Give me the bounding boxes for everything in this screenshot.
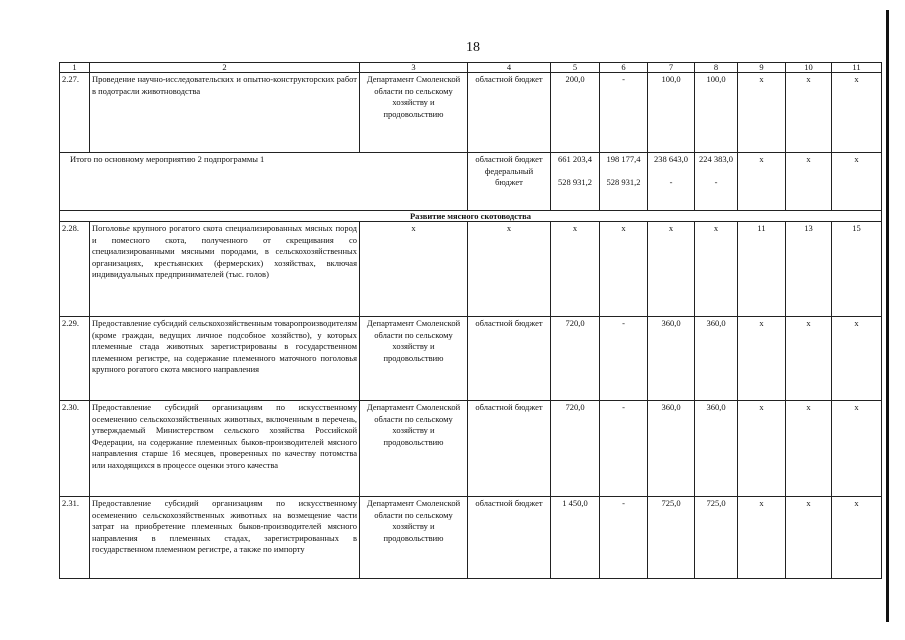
value-col11: x: [832, 153, 882, 211]
table-row: [60, 222, 882, 317]
table-row: [60, 73, 882, 153]
col-number: 8: [695, 63, 738, 73]
row-number: 2.28.: [60, 222, 90, 317]
value-col7: [648, 153, 695, 211]
value-col9: 11: [738, 222, 786, 317]
section-row: [60, 211, 882, 222]
row-number: 2.29.: [60, 317, 90, 401]
page-number: 18: [466, 40, 480, 55]
table-row: [60, 317, 882, 401]
executor-cell: Департамент Смоленской области по сельскому хозяйству и продовольствию: [360, 317, 468, 401]
value-col5: 720,0: [551, 317, 600, 401]
value-col10: x: [786, 317, 832, 401]
value-regional: 661 203,4: [558, 154, 592, 164]
value-col8: [695, 153, 738, 211]
value-col10: x: [786, 497, 832, 579]
value-col6: x: [600, 222, 648, 317]
value-col8: x: [695, 222, 738, 317]
value-col11: x: [832, 73, 882, 153]
value-col6: -: [600, 497, 648, 579]
column-number-row: [60, 63, 882, 73]
funding-source-federal: федеральный бюджет: [484, 165, 534, 187]
value-col10: x: [786, 153, 832, 211]
row-number: 2.27.: [60, 73, 90, 153]
value-col5: 720,0: [551, 401, 600, 497]
value-federal: -: [669, 176, 673, 187]
value-col9: x: [738, 153, 786, 211]
value-col9: x: [738, 73, 786, 153]
funding-source: x: [468, 222, 551, 317]
col-number: 2: [90, 63, 360, 73]
value-col5: x: [551, 222, 600, 317]
value-col6: [600, 153, 648, 211]
value-col6: -: [600, 73, 648, 153]
value-col10: x: [786, 401, 832, 497]
col-number: 7: [648, 63, 695, 73]
measure-text: Проведение научно-исследовательских и опытно-конструкторских работ в подотрасли животноводства: [90, 73, 360, 153]
row-number: 2.30.: [60, 401, 90, 497]
binding-edge-line: [886, 10, 889, 622]
value-col5: 200,0: [551, 73, 600, 153]
measure-text: Предоставление субсидий организациям по искусственному осеменению сельскохозяйственных животных на возмещение части затрат на приобретение племенных быков-производителей мясного направления в племенных стадах, зарегистрированных в государственном племенном регистре, а также по импорту: [90, 497, 360, 579]
total-label: Итого по основному мероприятию 2 подпрограммы 1: [60, 153, 468, 211]
value-federal: -: [714, 176, 718, 187]
value-col11: 15: [832, 222, 882, 317]
executor-cell: Департамент Смоленской области по сельскому хозяйству и продовольствию: [360, 73, 468, 153]
row-number: 2.31.: [60, 497, 90, 579]
value-col11: x: [832, 497, 882, 579]
funding-source: областной бюджет: [468, 73, 551, 153]
value-col9: x: [738, 317, 786, 401]
value-federal: 528 931,2: [558, 176, 592, 187]
funding-source: областной бюджет: [468, 401, 551, 497]
executor-cell: Департамент Смоленской области по сельскому хозяйству и продовольствию: [360, 401, 468, 497]
value-col10: x: [786, 73, 832, 153]
measure-text: Поголовье крупного рогатого скота специализированных мясных пород и помесного скота, полученного от скрещивания со специализированными мясными породами, в сельскохозяйственных организациях, крестьянских (фермерских) хозяйствах, включая индивидуальных предпринимателей (тыс. голов): [90, 222, 360, 317]
value-col9: x: [738, 497, 786, 579]
budget-table: [59, 62, 882, 579]
col-number: 5: [551, 63, 600, 73]
col-number: 10: [786, 63, 832, 73]
value-col9: x: [738, 401, 786, 497]
funding-source: областной бюджет: [468, 497, 551, 579]
col-number: 9: [738, 63, 786, 73]
value-col7: x: [648, 222, 695, 317]
value-col7: 725,0: [648, 497, 695, 579]
measure-text: Предоставление субсидий сельскохозяйственным товаропроизводителям (кроме граждан, ведущих личное подсобное хозяйство), у которых племенные стада животных зарегистрированы в государственном племенном регистре, на содержание племенного маточного поголовья крупного рогатого скота мясного направления: [90, 317, 360, 401]
col-number: 1: [60, 63, 90, 73]
value-federal: 528 931,2: [606, 176, 641, 187]
value-col8: 100,0: [695, 73, 738, 153]
measure-text: Предоставление субсидий организациям по искусственному осеменению сельскохозяйственных животных, включенным в перечень, утверждаемый Министерством сельского хозяйства Российской Федерации, на содержание племенных быков-производителей мясного направления старше 16 месяцев, проверенных по качеству потомства или находящихся в процессе оценки этого качества: [90, 401, 360, 497]
value-col8: 360,0: [695, 317, 738, 401]
table-row: [60, 401, 882, 497]
value-col6: -: [600, 317, 648, 401]
value-col10: 13: [786, 222, 832, 317]
value-col5: [551, 153, 600, 211]
col-number: 6: [600, 63, 648, 73]
value-regional: 238 643,0: [654, 154, 688, 164]
value-regional: 224 383,0: [699, 154, 733, 164]
table-row: [60, 497, 882, 579]
col-number: 3: [360, 63, 468, 73]
executor-cell: Департамент Смоленской области по сельскому хозяйству и продовольствию: [360, 497, 468, 579]
funding-source: областной бюджет: [468, 317, 551, 401]
value-col11: x: [832, 401, 882, 497]
total-row: [60, 153, 882, 211]
funding-source: [468, 153, 551, 211]
value-col7: 100,0: [648, 73, 695, 153]
value-col8: 360,0: [695, 401, 738, 497]
value-col8: 725,0: [695, 497, 738, 579]
funding-source-regional: областной бюджет: [475, 154, 543, 164]
section-title: Развитие мясного скотоводства: [60, 211, 882, 222]
value-col7: 360,0: [648, 401, 695, 497]
col-number: 4: [468, 63, 551, 73]
value-regional: 198 177,4: [606, 154, 641, 164]
value-col11: x: [832, 317, 882, 401]
col-number: 11: [832, 63, 882, 73]
value-col6: -: [600, 401, 648, 497]
value-col7: 360,0: [648, 317, 695, 401]
executor-cell: x: [360, 222, 468, 317]
value-col5: 1 450,0: [551, 497, 600, 579]
